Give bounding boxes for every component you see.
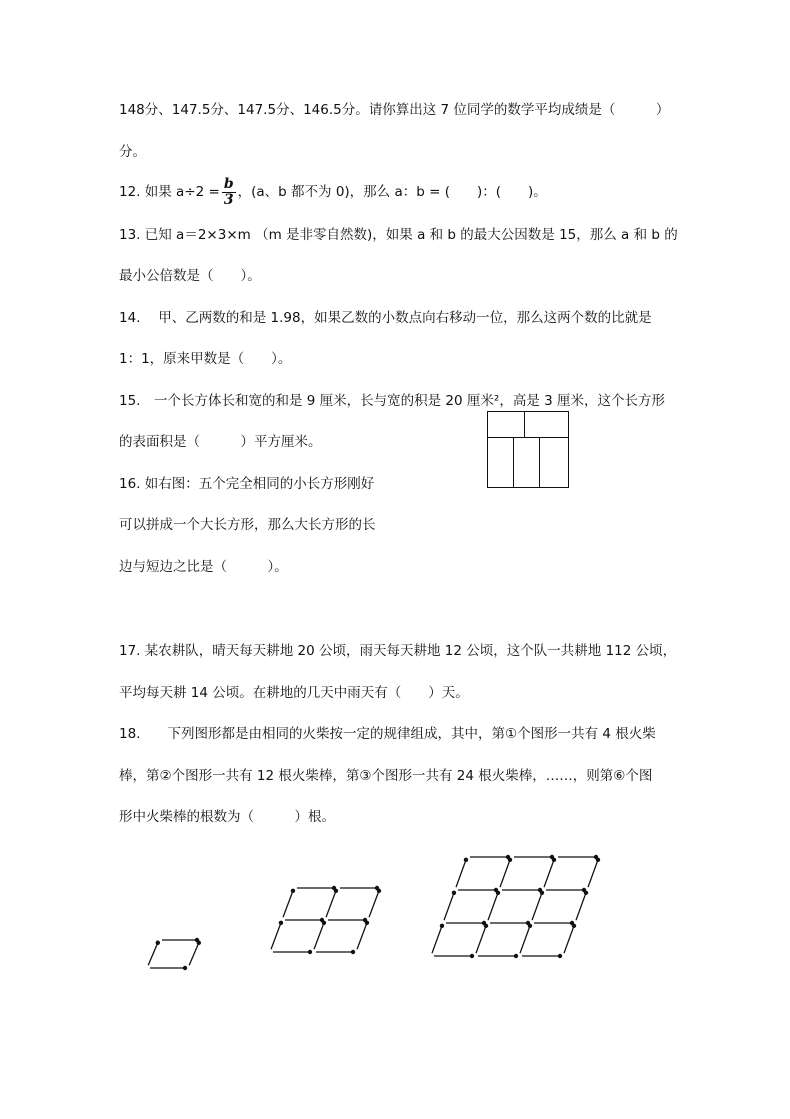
match-diagonal [564,926,574,953]
q18-line3: 形中火柴棒的根数为（ ）根。 [119,809,335,825]
q14-line2: 1：1，原来甲数是（ ）。 [119,351,292,367]
match-diagonal [544,860,554,887]
match-head [440,924,444,928]
match-diagonal [588,860,598,887]
match-diagonal [500,860,510,887]
match-head [540,891,544,895]
match-diagonal [271,923,281,949]
match-head [365,921,369,925]
match-head [528,924,532,928]
q11-continuation-line1: 148分、147.5分、147.5分、146.5分。请你算出这 7 位同学的数学平均成绩是（ ） [119,102,670,118]
match-diagonal [148,943,158,965]
match-head [464,858,468,862]
q18-line2: 棒，第②个图形一共有 12 根火柴棒，第③个图形一共有 24 根火柴棒，……，则第⑥个图 [119,768,653,784]
match-head [496,891,500,895]
match-head [508,858,512,862]
match-diagonal [576,893,586,920]
match-diagonal [326,891,336,917]
q12-fraction-denominator: 3 [223,191,234,208]
match-diagonal [369,891,379,917]
match-head [514,954,518,958]
q12-text-before: 12. 如果 a÷2 = [119,184,220,200]
match-head [484,924,488,928]
match-diagonal [444,893,454,920]
q15-line2: 的表面积是（ ）平方厘米。 [119,434,322,450]
match-head [377,889,381,893]
match-diagonal [488,893,498,920]
match-head [322,921,326,925]
match-head [156,941,160,945]
match-head [183,966,187,970]
match-head [572,924,576,928]
match-head [291,889,295,893]
match-diagonal [456,860,466,887]
q13-line1: 13. 已知 a＝2×3×m （m 是非零自然数)，如果 a 和 b 的最大公因数是 15，那么 a 和 b 的 [119,227,678,243]
match-diagonal [532,893,542,920]
match-diagonal [520,926,530,953]
q12-fraction-numerator: b [223,175,234,192]
q16-line1: 16. 如右图：五个完全相同的小长方形刚好 [119,476,375,492]
match-head [470,954,474,958]
match-diagonal [189,943,199,965]
q11-continuation-line2: 分。 [119,144,146,160]
match-head [452,891,456,895]
q17-line2: 平均每天耕 14 公顷。在耕地的几天中雨天有（ ）天。 [119,685,469,701]
matchstick-figure-3 [432,855,600,958]
match-head [197,941,201,945]
q15-line1: 15. 一个长方体长和宽的和是 9 厘米，长与宽的积是 20 厘米²，高是 3 厘米，这个长方形 [119,393,665,409]
match-head [558,954,562,958]
matchstick-figure-2 [271,886,381,954]
q13-line2: 最小公倍数是（ ）。 [119,268,261,284]
q12-text-after: ，(a、b 都不为 0)，那么 a：b = ( )：( )。 [237,184,547,200]
q16-line2: 可以拼成一个大长方形，那么大长方形的长 [119,517,376,533]
match-head [334,889,338,893]
match-head [552,858,556,862]
q16-line3: 边与短边之比是（ ）。 [119,559,288,575]
match-head [584,891,588,895]
match-head [351,950,355,954]
match-head [279,921,283,925]
match-diagonal [432,926,442,953]
q17-line1: 17. 某农耕队，晴天每天耕地 20 公顷，雨天每天耕地 12 公顷，这个队一共耕地 112 公顷， [119,643,677,659]
matchstick-figure-1 [148,938,201,970]
q18-line1: 18. 下列图形都是由相同的火柴按一定的规律组成，其中，第①个图形一共有 4 根火柴 [119,726,656,742]
match-diagonal [314,923,324,949]
q14-line1: 14. 甲、乙两数的和是 1.98，如果乙数的小数点向右移动一位，那么这两个数的比就是 [119,310,652,326]
match-head [596,858,600,862]
match-head [308,950,312,954]
match-diagonal [357,923,367,949]
match-diagonal [476,926,486,953]
match-diagonal [283,891,293,917]
